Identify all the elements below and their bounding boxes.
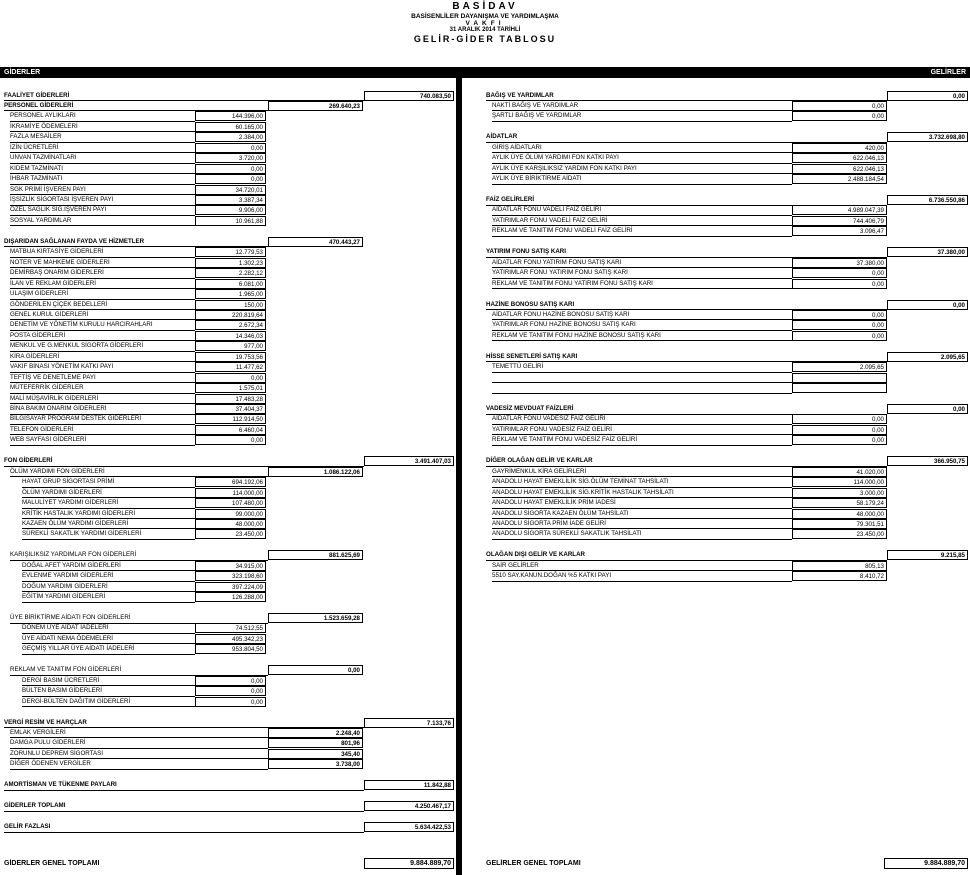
left-row-label: GEÇMİŞ YILLAR ÜYE AİDATI İADELERİ — [22, 645, 135, 653]
right-row-rule — [492, 581, 792, 582]
right-row-rule — [492, 184, 792, 185]
left-row-value: 2.672,34 — [195, 320, 266, 330]
left-row-label: GÖNDERİLEN ÇİÇEK BEDELLERİ — [10, 300, 108, 308]
right-row-label: AYLIK ÜYE ÖLÜM YARDIMI FON KATKI PAYI — [492, 154, 619, 162]
left-row-value: 74.512,55 — [195, 623, 266, 633]
right-row-label: AİDATLAR FONU HAZİNE BONOSU SATIŞ KARI — [492, 310, 630, 318]
left-row-label: KIDEM TAZMİNATI — [10, 164, 63, 172]
left-row-label: İŞSİZLİK SİGORTASI İŞVEREN PAYI — [10, 196, 114, 203]
report-title: GELİR-GİDER TABLOSU — [413, 34, 557, 45]
left-row-label: MENKUL VE G.MENKUL SİGORTA GİDERLERİ — [10, 342, 144, 350]
left-row-rule — [22, 602, 195, 603]
left-row-label: İKRAMİYE ÖDEMELERİ — [10, 122, 78, 130]
left-row-value: 114.000,00 — [195, 488, 266, 498]
left-row-label: REKLAM VE TANITIM FON GİDERLERİ — [10, 666, 122, 674]
right-row-label: GİRİŞ AİDATLARI — [492, 143, 542, 151]
left-row-rule — [4, 811, 364, 812]
left-row-value: 5.634.422,53 — [364, 822, 454, 832]
left-row-label: DÖNEM ÜYE AİDAT İADELERİ — [22, 624, 109, 632]
left-row-value: 6.081,00 — [195, 279, 266, 289]
right-row-label: ANADOLU HAYAT EMEKLİLİK SİG.ÖLÜM TEMİNAT TAHSİLATI — [492, 478, 669, 486]
left-row-value: 17.483,28 — [195, 394, 266, 404]
left-row-label: PERSONEL GİDERLERİ — [4, 101, 74, 109]
right-row-value: 2.488.184,54 — [792, 174, 887, 184]
left-row-value: 740.083,50 — [364, 91, 454, 101]
right-row-label: GAYRİMENKUL KİRA GELİRLERİ — [492, 467, 587, 475]
left-row-value: 3.491.407,03 — [364, 456, 454, 466]
left-row-label: TELEFON GİDERLERİ — [10, 425, 74, 433]
right-row-label: AİDATLAR FONU VADESİZ FAİZ GELİRİ — [492, 415, 606, 423]
right-row-rule — [492, 445, 792, 446]
right-row-label: ANADOLU HAYAT EMEKLİLİK PRİM İADESİ — [492, 499, 616, 507]
right-row-value: 41.020,00 — [792, 467, 887, 477]
right-row-value: 2.095,65 — [887, 352, 968, 362]
left-row-value: 694.192,06 — [195, 477, 266, 487]
left-row-label: GELİR FAZLASI — [4, 823, 51, 830]
left-row-label: BÜLTEN BASIM GİDERLERİ — [22, 687, 102, 695]
right-row-value: 0,00 — [792, 425, 887, 435]
right-row-label: YATIRIMLAR FONU VADESİZ FAİZ GELİRİ — [492, 425, 612, 433]
right-row-value: 0,00 — [792, 111, 887, 121]
left-row-value: 11.477,62 — [195, 362, 266, 372]
right-row-value: 6.736.550,86 — [887, 195, 968, 205]
right-row-value: 0,00 — [792, 320, 887, 330]
right-row-rule — [492, 539, 792, 540]
right-row-value: 0,00 — [792, 414, 887, 424]
left-row-rule — [10, 445, 195, 446]
left-row-label: İLAN VE REKLAM GİDERLERİ — [10, 279, 96, 287]
right-row-value: 9.215,85 — [887, 550, 968, 560]
left-row-label: SOSYAL YARDIMLAR — [10, 216, 72, 224]
left-row-label: BİLGİSAYAR PROGRAM DESTEK GİDERLERİ — [10, 415, 142, 423]
left-row-label: AMORTİSMAN VE TÜKENME PAYLARI — [4, 781, 117, 789]
left-row-value: 6.460,04 — [195, 425, 266, 435]
org-full-name: BASİSENLİLER DAYANIŞMA VE YARDIMLAŞMA — [411, 12, 559, 20]
left-row-value: 0,00 — [195, 143, 266, 153]
right-row-label: AYLIK ÜYE KARŞILIKSIZ YARDIM FON KATKI PAYI — [492, 164, 637, 172]
right-row-rule — [492, 393, 792, 394]
left-row-value: 60.165,00 — [195, 122, 266, 132]
left-row-label: ÜYE BİRİKTİRME AİDATI FON GİDERLERİ — [10, 614, 131, 621]
left-row-value: 107.480,00 — [195, 498, 266, 508]
left-row-label: VERGİ RESİM VE HARÇLAR — [4, 718, 87, 726]
left-row-label: TEFTİŞ VE DENETLEME PAYI — [10, 373, 96, 381]
right-row-value: 37.380,00 — [792, 258, 887, 268]
left-row-label: DERGİ BASIM ÜCRETLERİ — [22, 676, 100, 684]
left-row-value: 37.404,37 — [195, 404, 266, 414]
right-row-label: VADESİZ MEVDUAT FAİZLERİ — [486, 405, 574, 412]
left-row-value: 0,00 — [195, 435, 266, 445]
right-row-value: 3.096,47 — [792, 226, 887, 236]
right-row-value: 58.179,24 — [792, 498, 887, 508]
left-row-value: 0,00 — [195, 676, 266, 686]
left-row-label: PERSONEL AYLIKLARI — [10, 112, 76, 120]
left-row-value: 1.575,01 — [195, 383, 266, 393]
right-row-label: YATIRIMLAR FONU VADELİ FAİZ GELİRİ — [492, 216, 608, 224]
left-row-label: ÖLÜM YARDIMI GİDERLERİ — [22, 488, 102, 496]
left-row-label: BİNA BAKIM ONARIM GİDERLERİ — [10, 405, 107, 412]
right-row-label: SAİR GELİRLER — [492, 561, 539, 569]
left-row-rule — [4, 790, 364, 791]
right-row-label: REKLAM VE TANITIM FONU VADESİZ FAİZ GELİRİ — [492, 436, 638, 444]
right-row-label: AYLIK ÜYE BİRİKTİRME AİDATI — [492, 175, 582, 183]
left-row-value: 1.302,23 — [195, 258, 266, 268]
left-row-value: 977,00 — [195, 341, 266, 351]
left-row-value: 470.443,27 — [268, 237, 363, 247]
left-row-value: 3.738,00 — [268, 759, 363, 769]
left-row-value: 0,00 — [195, 164, 266, 174]
right-row-value: 0,00 — [887, 91, 968, 101]
left-row-value: 953.804,50 — [195, 644, 266, 654]
left-row-value: 34.915,00 — [195, 561, 266, 571]
right-row-label: ANADOLU SİGORTA KAZAEN ÖLÜM TAHSİLATI — [492, 509, 629, 517]
left-row-label: EMLAK VERGİLERİ — [10, 728, 66, 736]
left-row-label: DIŞARIDAN SAĞLANAN FAYDA VE HİZMETLER — [4, 237, 145, 245]
left-row-rule — [22, 654, 195, 655]
right-row-value: 0,00 — [792, 101, 887, 111]
left-row-label: GENEL KURUL GİDERLERİ — [10, 310, 89, 318]
left-row-label: DAMGA PULU GİDERLERİ — [10, 739, 86, 747]
left-row-value: 23.450,00 — [195, 529, 266, 539]
right-row-value: 0,00 — [792, 268, 887, 278]
right-row-value: 0,00 — [792, 279, 887, 289]
right-row-label: YATIRIMLAR FONU YATIRIM FONU SATIŞ KARI — [492, 269, 628, 277]
left-row-label: KAZAEN ÖLÜM YARDIMI GİDERLERİ — [22, 519, 129, 527]
right-row-label: NAKTİ BAĞIŞ VE YARDIMLAR — [492, 101, 579, 109]
right-row-label — [492, 373, 790, 383]
left-row-value: 12.779,53 — [195, 247, 266, 257]
left-row-label: FAALİYET GİDERLERİ — [4, 91, 70, 99]
right-row-label: REKLAM VE TANITIM FONU VADELİ FAİZ GELİRİ — [492, 227, 633, 235]
giderler-total-label: GİDERLER GENEL TOPLAMI — [4, 860, 100, 867]
gelirler-total-value: 9.884.889,70 — [884, 858, 968, 869]
left-row-value: 14.346,03 — [195, 331, 266, 341]
left-row-label: FAZLA MESAİLER — [10, 133, 62, 141]
left-row-value: 9.906,00 — [195, 205, 266, 215]
left-row-value: 1.523.659,28 — [268, 613, 363, 623]
right-row-label: 5510 SAY.KANUN.DOĞAN %5 KATKI PAYI — [492, 572, 612, 580]
gelirler-total-label: GELİRLER GENEL TOPLAMI — [486, 860, 581, 867]
left-row-value: 2.248,40 — [268, 728, 363, 738]
left-row-label: EVLENME YARDIMI GİDERLERİ — [22, 572, 114, 580]
right-row-label: ANADOLU SİGORTA SÜREKLİ SAKATLIK TAHSİLATI — [492, 530, 642, 538]
left-row-value: 150,00 — [195, 300, 266, 310]
left-row-rule — [22, 539, 195, 540]
left-row-value: 0,00 — [195, 174, 266, 184]
left-row-label: MALULİYET YARDIMI GİDERLERİ — [22, 499, 119, 507]
right-row-label: AİDATLAR FONU VADELİ FAİZ GELİRİ — [492, 206, 602, 214]
left-row-label: SÜREKLİ SAKATLIK YARDIMI GİDERLERİ — [22, 530, 142, 538]
left-row-label: UNVAN TAZMİNATLARI — [10, 154, 77, 162]
right-row-label: FAİZ GELİRLERİ — [486, 196, 535, 203]
right-row-value: 622.046,13 — [792, 153, 887, 163]
right-row-label: HİSSE SENETLERİ SATIŞ KARI — [486, 352, 578, 360]
left-row-label: ÖZEL SAĞLIK SİG.İŞVEREN PAYI — [10, 206, 107, 214]
right-row-label — [492, 383, 790, 393]
left-row-value: 0,00 — [195, 686, 266, 696]
right-row-label: TEMETTÜ GELİRİ — [492, 363, 544, 371]
left-row-value: 0,00 — [195, 373, 266, 383]
left-row-label: MATBUA KIRTASİYE GİDERLERİ — [10, 248, 104, 256]
left-row-label: İZİN ÜCRETLERİ — [10, 143, 59, 151]
left-row-value: 10.961,88 — [195, 216, 266, 226]
right-row-value: 805,13 — [792, 561, 887, 571]
left-row-label: MÜTEFERRİK GİDERLER — [10, 384, 84, 392]
left-row-value: 2.282,12 — [195, 268, 266, 278]
left-row-value: 220.819,64 — [195, 310, 266, 320]
left-row-value: 11.842,88 — [364, 780, 454, 790]
left-row-value: 126.288,00 — [195, 592, 266, 602]
right-row-value: 744.406,79 — [792, 216, 887, 226]
right-row-value: 79.301,51 — [792, 519, 887, 529]
right-row-rule — [492, 236, 792, 237]
right-row-value: 0,00 — [792, 331, 887, 341]
right-row-label: YATIRIM FONU SATIŞ KARI — [486, 248, 566, 256]
right-row-value: 37.380,00 — [887, 247, 968, 257]
right-row-value — [792, 373, 887, 383]
right-row-value: 2.095,65 — [792, 362, 887, 372]
left-row-label: DENETİM VE YÖNETİM KURULU HARCIRAHLARI — [10, 321, 153, 329]
right-row-value: 3.000,00 — [792, 488, 887, 498]
left-row-label: ULAŞIM GİDERLERİ — [10, 290, 69, 298]
right-row-value: 48.000,00 — [792, 509, 887, 519]
right-row-value: 0,00 — [792, 435, 887, 445]
left-row-value: 1.086.122,06 — [268, 467, 363, 477]
left-row-value: 3.720,00 — [195, 153, 266, 163]
left-row-label: İHBAR TAZMİNATI — [10, 175, 63, 183]
right-row-rule — [492, 121, 792, 122]
left-row-label: FON GİDERLERİ — [4, 457, 53, 465]
right-row-label: DİĞER OLAĞAN GELİR VE KARLAR — [486, 457, 593, 465]
left-row-label: DİĞER ÖDENEN VERGİLER — [10, 760, 91, 768]
right-row-label: AİDATLAR FONU YATIRIM FONU SATIŞ KARI — [492, 258, 622, 266]
left-row-label: POSTA GİDERLERİ — [10, 331, 66, 339]
left-row-label: SGK PRİMİ İŞVEREN PAYI — [10, 185, 86, 193]
right-row-value: 23.450,00 — [792, 529, 887, 539]
right-row-value: 4.989.047,39 — [792, 205, 887, 215]
right-row-label: ANADOLU HAYAT EMEKLİLİK SİG.KRİTİK HASTALIK TAHSİLATI — [492, 488, 674, 496]
left-row-label: ÖLÜM YARDIMI FON GİDERLERİ — [10, 467, 105, 475]
left-row-label: KİRA GİDERLERİ — [10, 352, 60, 360]
right-row-label: YATIRIMLAR FONU HAZİNE BONOSU SATIŞ KARI — [492, 321, 636, 329]
left-row-value: 345,40 — [268, 749, 363, 759]
left-row-value: 881.625,69 — [268, 550, 363, 560]
right-row-value: 0,00 — [792, 310, 887, 320]
right-row-value: 0,00 — [887, 404, 968, 414]
right-row-label: BAĞIŞ VE YARDIMLAR — [486, 91, 554, 99]
left-row-value: 7.133,76 — [364, 718, 454, 728]
left-row-label: KARIŞILIKSIZ YARDIMLAR FON GİDERLERİ — [10, 551, 137, 559]
right-row-label: REKLAM VE TANITIM FONU HAZİNE BONOSU SATIŞ KARI — [492, 331, 661, 339]
giderler-total-value: 9.884.889,70 — [364, 858, 454, 869]
left-row-rule — [10, 225, 195, 226]
left-row-rule — [22, 706, 195, 707]
left-row-value: 34.720,01 — [195, 185, 266, 195]
left-row-label: DOĞAL AFET YARDIM GİDERLERİ — [22, 561, 121, 569]
left-row-label: DOĞUM YARDIMI GİDERLERİ — [22, 582, 108, 590]
right-row-value: 114.000,00 — [792, 477, 887, 487]
left-row-label: DEMİRBAŞ ONARIM GİDERLERİ — [10, 269, 104, 277]
left-row-value: 4.250.467,17 — [364, 801, 454, 811]
left-row-label: KRİTİK HASTALIK YARDIMI GİDERLERİ — [22, 509, 136, 517]
right-row-value: 366.950,75 — [887, 456, 968, 466]
left-row-value: 112.914,50 — [195, 414, 266, 424]
left-row-value: 495.342,23 — [195, 634, 266, 644]
left-row-label: DERGİ-BÜLTEN DAĞITIM GİDERLERİ — [22, 697, 131, 705]
right-row-label: ANADOLU SİGORTA PRİM İADE GELİRİ — [492, 519, 606, 527]
org-name: BASİDAV — [452, 1, 518, 12]
left-row-value: 801,96 — [268, 738, 363, 748]
right-row-label: AİDATLAR — [486, 133, 518, 141]
right-row-label: ŞARTLI BAĞIŞ VE YARDIMLAR — [492, 112, 582, 120]
right-row-value: 622.046,13 — [792, 164, 887, 174]
right-row-label: OLAĞAN DIŞI GELİR VE KARLAR — [486, 551, 586, 559]
org-vakfi: VAKFI — [465, 19, 505, 27]
left-row-value: 144.396,00 — [195, 111, 266, 121]
left-row-label: GİDERLER TOPLAMI — [4, 802, 66, 810]
right-row-value: 8.410,72 — [792, 571, 887, 581]
gelirler-heading: GELİRLER — [930, 69, 966, 76]
left-row-label: WEB SAYFASI GİDERLERİ — [10, 436, 87, 444]
left-row-rule — [4, 832, 364, 833]
left-row-value: 99.000,00 — [195, 509, 266, 519]
right-row-label: REKLAM VE TANITIM FONU YATIRIM FONU SATIŞ KARI — [492, 279, 653, 287]
left-row-value: 323.198,60 — [195, 571, 266, 581]
right-row-value: 0,00 — [887, 300, 968, 310]
left-row-value: 1.965,00 — [195, 289, 266, 299]
right-row-value: 3.732.698,80 — [887, 132, 968, 142]
left-row-value: 19.753,56 — [195, 352, 266, 362]
left-row-value: 269.640,23 — [268, 101, 363, 111]
right-row-label: HAZİNE BONOSU SATIŞ KARI — [486, 300, 575, 308]
left-row-label: ZORUNLU DEPREM SİGORTASI — [10, 749, 103, 757]
left-row-value: 0,00 — [268, 665, 363, 675]
report-date: 31 ARALIK 2014 TARİHLİ — [449, 27, 521, 34]
left-row-value: 397.224,09 — [195, 582, 266, 592]
right-row-rule — [492, 340, 792, 341]
giderler-heading: GİDERLER — [4, 69, 41, 76]
right-row-rule — [492, 288, 792, 289]
left-row-value: 48.000,00 — [195, 519, 266, 529]
left-row-label: ÜYE AİDATI NEMA ÖDEMELERİ — [22, 634, 113, 642]
left-row-label: NOTER VE MAHKEME GİDERLERİ — [10, 258, 110, 266]
right-row-value: 420,00 — [792, 143, 887, 153]
left-row-label: EĞİTİM YARDIMI GİDERLERİ — [22, 593, 106, 601]
right-row-value — [792, 383, 887, 393]
left-row-label: HAYAT GRUP SİGORTASI PRİMİ — [22, 478, 115, 486]
left-row-rule — [10, 769, 268, 770]
left-row-value: 3.387,34 — [195, 195, 266, 205]
left-row-label: VAKIF BİNASI YÖNETİM KATKI PAYI — [10, 363, 114, 371]
left-row-value: 0,00 — [195, 697, 266, 707]
left-row-label: MALİ MÜŞAVİRLİK GİDERLERİ — [10, 394, 99, 402]
left-row-value: 2.384,00 — [195, 132, 266, 142]
